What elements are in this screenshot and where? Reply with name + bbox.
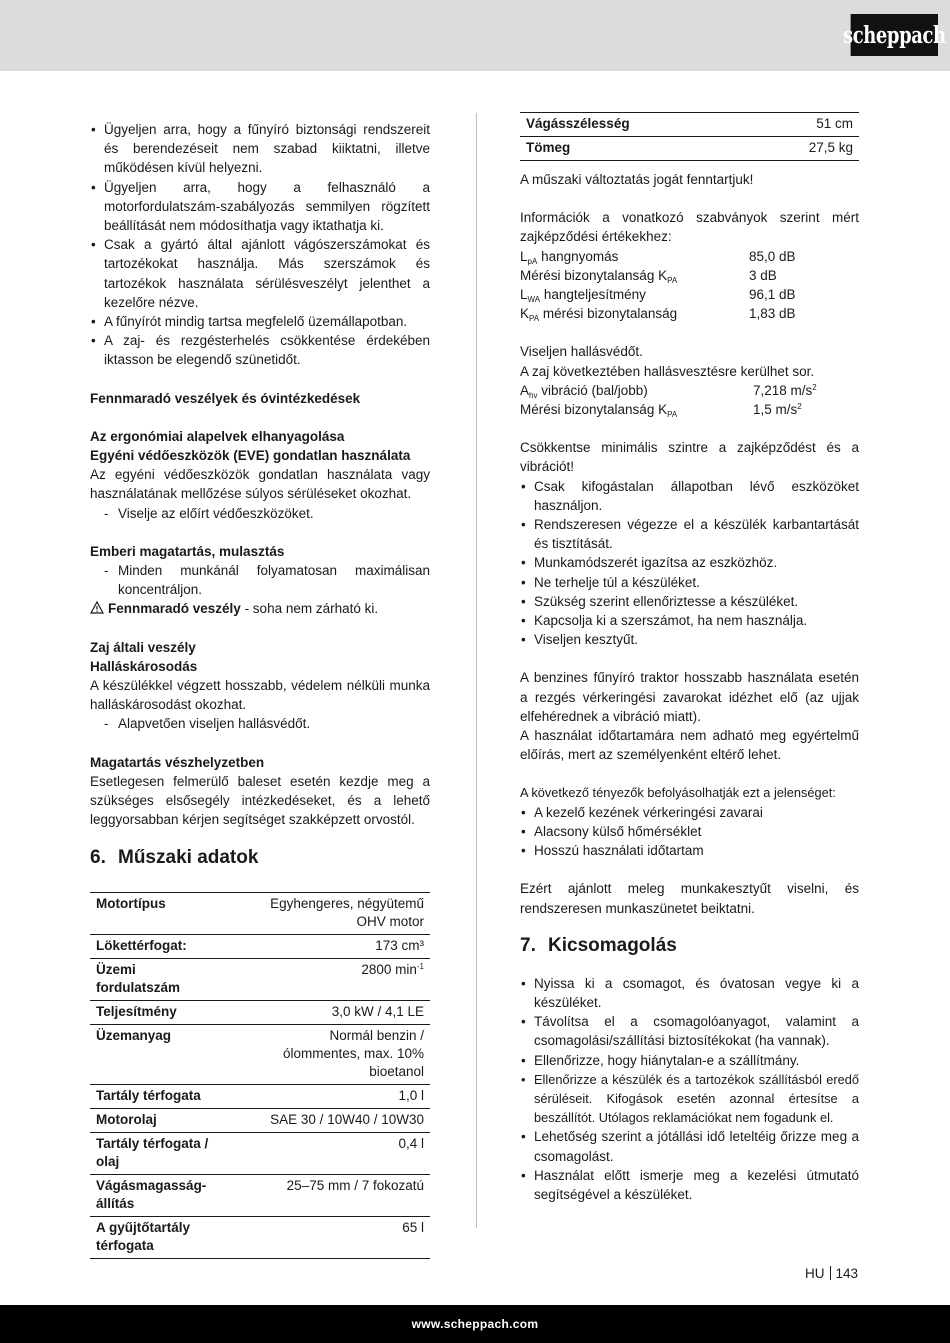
table-value: 25–75 mm / 7 fokozatú [246,1174,430,1216]
list-item: • Távolítsa el a csomagolóanyagot, valamint a csomagolási/szállítási biztosítékokat (ha vannak). [520,1012,859,1050]
table-label: Tartály térfogata / olaj [90,1132,246,1174]
unpack-bullet-list [520,974,859,1204]
table-row [90,958,430,1000]
table-label: Üzemanyag [90,1024,246,1084]
list-item: • Kapcsolja ki a szerszámot, ha nem használja. [520,611,859,630]
noise-text: A készülékkel végzett hosszabb, védelem nélküli munka halláskárosodást okozhat. [90,678,430,713]
list-item: • Ellenőrizze, hogy hiánytalan-e a szállítmány. [520,1051,859,1070]
table-value: 1,0 l [246,1084,430,1108]
gloves-text: Ezért ajánlott meleg munkakesztyűt viselni, és rendszeresen munkaszünetet beiktatni. [520,881,859,916]
factors-bullet-list [520,803,859,861]
right-column [520,112,859,1204]
list-item: • Nyissa ki a csomagot, és óvatosan vegye ki a készüléket. [520,974,859,1012]
page-number-value: 143 [835,1266,859,1281]
technical-data-table [90,892,430,1259]
list-item: • A zaj- és rezgésterhelés csökkentése érdekében iktasson be elegendő szünetidőt. [90,331,430,369]
table-label: Motortípus [90,892,246,934]
language-code: HU [805,1266,825,1281]
table-label: Lökettérfogat: [90,934,246,958]
ppe-heading: Egyéni védőeszközök (EVE) gondatlan használata [90,448,411,464]
table-row [90,1132,430,1174]
vibration-row: $A_{hv}$ vibráció (bal/jobb) 7,218 $m/s^2$ [520,382,817,400]
table-value: Normál benzin / ólommentes, max. 10% bioetanol [246,1024,430,1084]
residual-warning [90,599,430,618]
noise-intro: Információk a vonatkozó szabványok szerint mért zajképződési értékekhez: [520,210,859,245]
list-item: - Viselje az előírt védőeszközöket. [90,504,430,523]
list-item: • Ne terhelje túl a készüléket. [520,573,859,592]
table-value: Egyhengeres, négyütemű OHV motor [246,892,430,934]
reduce-intro: Csökkentse minimális szintre a zajképződést és a vibrációt! [520,440,859,475]
list-item: • A fűnyírót mindig tartsa megfelelő üzemállapotban. [90,312,430,331]
table-value: 27,5 kg [676,137,859,161]
section-number: 7. [520,934,536,956]
table-label: Teljesítmény [90,1000,246,1024]
residual-warning-rest: - soha nem zárható ki. [240,601,379,617]
table-label: Üzemi fordulatszám [90,958,246,1000]
ppe-dash-list [90,504,430,523]
ppe-text: Az egyéni védőeszközök gondatlan használata vagy használatának mellőzése súlyos sérüléseket okozhat. [90,467,430,502]
brand-text: scheppach [842,21,946,49]
column-divider [476,113,477,1228]
table-label: Vágásszélesség [520,113,676,137]
table-row [90,1174,430,1216]
table-label: Motorolaj [90,1108,246,1132]
table-label: Tartály térfogata [90,1084,246,1108]
noise-row: $K_{PA}$ mérési bizonytalanság 1,83 dB [520,306,796,324]
table-row [90,892,430,934]
separator [830,1266,831,1280]
list-item: • A kezelő kezének vérkeringési zavarai [520,803,859,822]
table-row [90,1024,430,1084]
header-bar [0,0,950,71]
emergency-text: Esetlegesen felmerülő baleset esetén kezdje meg a szükséges elsősegély intézkedéseket, és a lehető leggyorsabban kérjen segítséget szakképzett orvostól. [90,773,430,828]
list-item: • Használat előtt ismerje meg a kezelési útmutató segítségével a készüléket. [520,1166,859,1204]
list-item: • Munkamódszerét igazítsa az eszközhöz. [520,553,859,572]
table-row [90,1216,430,1258]
residual-warning-bold: Fennmaradó veszély [108,601,241,617]
tech-change-note: A műszaki változtatás jogát fenntartjuk! [520,172,754,187]
hearing-damage-heading: Halláskárosodás [90,658,198,674]
table-row [520,137,859,161]
table-row [90,1108,430,1132]
reduce-bullet-list [520,477,859,650]
list-item: • Lehetőség szerint a jótállási idő leteltéig őrizze meg a csomagolást. [520,1127,859,1165]
section-7-heading [520,934,859,958]
table-value: 65 l [246,1216,430,1258]
table-value: 0,4 l [246,1132,430,1174]
noise-values [520,247,859,324]
table-value: SAE 30 / 10W40 / 10W30 [246,1108,430,1132]
table-label: Tömeg [520,137,676,161]
list-item: • Viseljen kesztyűt. [520,630,859,649]
safety-bullet-list [90,120,430,370]
list-item: - Alapvetően viseljen hallásvédőt. [90,714,430,733]
page-number [805,1264,858,1283]
list-item: • Hosszú használati időtartam [520,841,859,860]
table-value: 173 cm³ [246,934,430,958]
website-link[interactable]: www.scheppach.com [411,1317,539,1331]
list-item: • Csak kifogástalan állapotban lévő eszközöket használjon. [520,477,859,515]
warning-triangle-icon [90,601,104,614]
vibration-row: Mérési bizonytalanság $K_{PA}$ 1,5 $m/s^2$ [520,402,802,420]
list-item: • Ügyeljen arra, hogy a felhasználó a motorfordulatszám-szabályozás semmilyen rögzített beállítását nem módosíthatja vagy iktathatja ki. [90,178,430,236]
table-row [90,934,430,958]
section-6-heading [90,846,430,870]
table-value: 3,0 kW / 4,1 LE [246,1000,430,1024]
scheppach-logo [842,14,946,56]
vibration-values [520,381,859,419]
noise-danger-heading: Zaj általi veszély [90,639,196,655]
hearing-protection-text: Viseljen hallásvédőt. [520,344,643,360]
human-dash-list [90,561,430,599]
noise-row: $L_{WA}$ hangteljesítmény 96,1 dB [520,287,796,305]
table-row [520,113,859,137]
section-number: 6. [90,846,106,868]
hearing-loss-text: A zaj következtében hallásvesztésre kerülhet sor. [520,363,815,379]
long-use-text: A benzines fűnyíró traktor hosszabb használata esetén a rezgés vérkeringési zavarokat idézhet elő (az ujjak elfehérednek a vibráció miatt). [520,670,859,724]
section-title: Kicsomagolás [548,934,677,956]
list-item: • Rendszeresen végezze el a készülék karbantartását és tisztítását. [520,515,859,553]
list-item: • Csak a gyártó által ajánlott vágószerszámokat és tartozékokat használja. Más szerszámok és tartozékok használata sérülésveszélyt jelenthet a kezelőre nézve. [90,235,430,312]
duration-text: A használat időtartamára nem adható meg egyértelmű előírás, mert az személyenként eltérő lehet. [520,728,859,763]
list-item: • Ellenőrizze a készülék és a tartozékok szállításból eredő sérüléseit. Kifogások esetén azonnal értesítse a beszállítót. Utólagos reklamációkat nem fogadunk el. [520,1070,859,1128]
list-item: • Alacsony külső hőmérséklet [520,822,859,841]
footer-bar [0,1305,950,1343]
list-item: • Szükség szerint ellenőriztesse a készüléket. [520,592,859,611]
table-label: Vágásmagasság-állítás [90,1174,246,1216]
table-label: A gyűjtőtartály térfogata [90,1216,246,1258]
human-behaviour-heading: Emberi magatartás, mulasztás [90,543,285,559]
table-row [90,1000,430,1024]
factors-intro: A következő tényezők befolyásolhatják ezt a jelenséget: [520,785,836,801]
list-item: • Ügyeljen arra, hogy a fűnyíró biztonsági rendszereit és berendezéseit nem szabad kiiktatni, illetve működésen kívül helyezni. [90,120,430,178]
ergonomics-heading: Az ergonómiai alapelvek elhanyagolása [90,428,345,444]
list-item: - Minden munkánál folyamatosan maximálisan koncentráljon. [90,561,430,599]
residual-risks-heading: Fennmaradó veszélyek és óvintézkedések [90,390,361,406]
table-value: 51 cm [676,113,859,137]
left-column [90,120,430,1259]
section-title: Műszaki adatok [118,846,259,868]
noise-row: $L_{pA}$ hangnyomás 85,0 dB [520,248,796,266]
table-row [90,1084,430,1108]
noise-dash-list [90,714,430,733]
table-value: 2800 $\min^{-1}$ [246,958,430,1000]
emergency-heading: Magatartás vészhelyzetben [90,754,265,770]
technical-data-table-continued [520,112,859,161]
noise-row: Mérési bizonytalanság $K_{PA}$ 3 dB [520,267,777,285]
